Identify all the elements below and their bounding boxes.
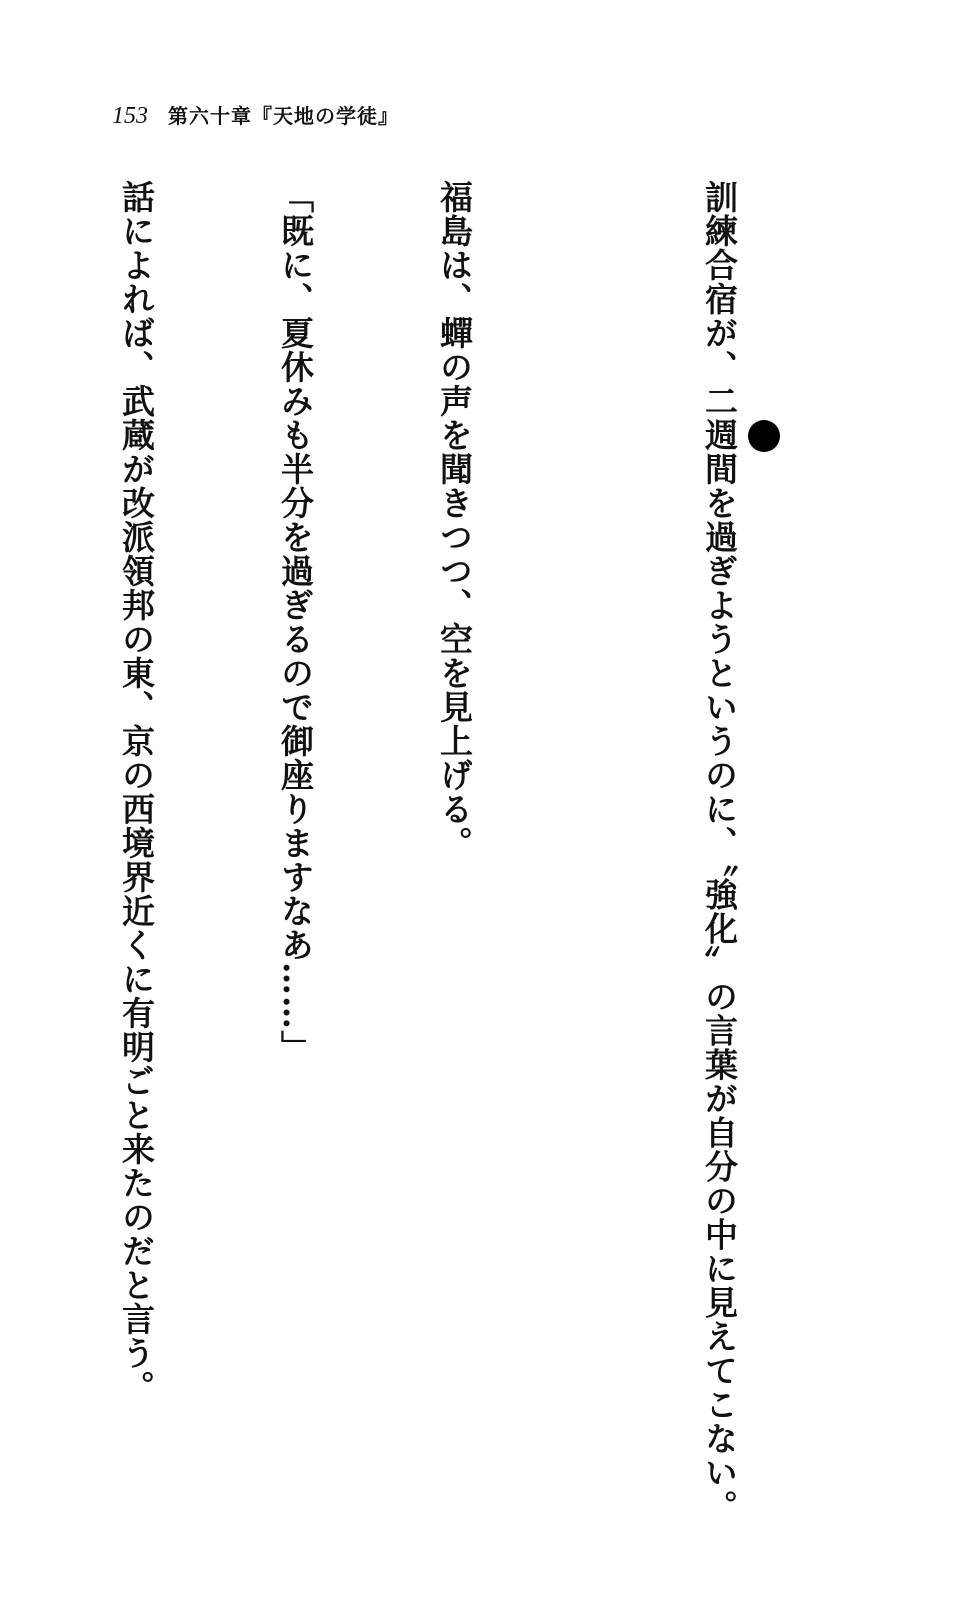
chapter-title: 第六十章『天地の学徒』 (168, 104, 399, 128)
body-text (0, 180, 852, 1524)
text-line: 「既に、夏休みも半分を過ぎるので御座りますなあ……」 (276, 180, 315, 1064)
text-line (0, 180, 4, 1295)
page-header (112, 100, 399, 130)
text-line: 福島は、蟬の声を聞きつつ、空を見上げる。 (435, 180, 474, 860)
text-line: 話によれば、武蔵が改派領邦の東、京の西境界近くに有明ごと来たのだと言う。 (117, 180, 156, 1404)
text-line: 訓練合宿が、二週間を過ぎようというのに、〝強化〟の言葉が自分の中に見えてこない。 (700, 180, 739, 1524)
page-number: 153 (112, 103, 148, 129)
